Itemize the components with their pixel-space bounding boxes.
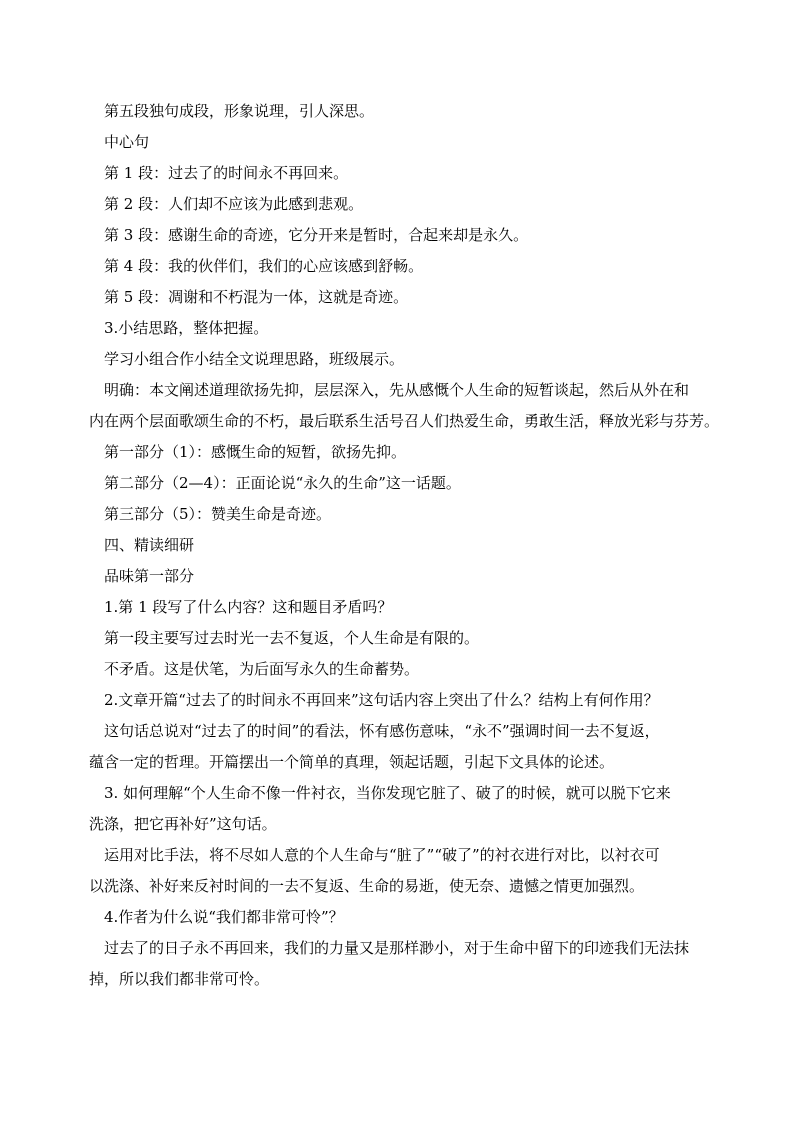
- text-line: 第 2 段：人们却不应该为此感到悲观。: [104, 195, 364, 213]
- text-line: 第 5 段：凋谢和不朽混为一体，这就是奇迹。: [104, 288, 409, 306]
- question-line: 1.第 1 段写了什么内容？这和题目矛盾吗？: [104, 598, 393, 616]
- text-line: 这句话总说对“过去了的时间”的看法，怀有感伤意味，“永不”强调时间一去不复返，: [104, 722, 660, 740]
- text-line: 运用对比手法，将不尽如人意的个人生命与“脏了”“破了”的衬衣进行对比，以衬衣可: [104, 846, 660, 864]
- text-line: 过去了的日子永不再回来，我们的力量又是那样渺小，对于生命中留下的印迹我们无法抹: [104, 939, 690, 957]
- question-line: 2.文章开篇“过去了的时间永不再回来”这句话内容上突出了什么？结构上有何作用？: [104, 691, 659, 709]
- text-line: 内在两个层面歌颂生命的不朽，最后联系生活号召人们热爱生命，勇敢生活，释放光彩与芬芳。: [89, 412, 720, 430]
- text-line: 第二部分（2—4）：正面论说“永久的生命”这一话题。: [104, 474, 461, 492]
- question-line: 4.作者为什么说“我们都非常可怜”？: [104, 908, 344, 926]
- section-heading: 品味第一部分: [104, 567, 195, 585]
- text-line: 第 3 段：感谢生命的奇迹，它分开来是暂时，合起来却是永久。: [104, 226, 529, 244]
- question-line: 3. 如何理解“个人生命不像一件衬衣，当你发现它脏了、破了的时候，就可以脱下它来: [104, 784, 671, 802]
- section-heading: 中心句: [104, 133, 150, 151]
- text-line: 第 4 段：我的伙伴们，我们的心应该感到舒畅。: [104, 257, 424, 275]
- text-line: 以洗涤、补好来反衬时间的一去不复返、生命的易逝，使无奈、遗憾之情更加强烈。: [89, 877, 645, 895]
- text-line: 第一部分（1）：感慨生命的短暂，欲扬先抑。: [104, 443, 407, 461]
- text-line: 第 1 段：过去了的时间永不再回来。: [104, 164, 349, 182]
- text-line: 不矛盾。这是伏笔，为后面写永久的生命蓄势。: [104, 660, 420, 678]
- text-line: 掉，所以我们都非常可怜。: [89, 970, 270, 988]
- document-body: [89, 96, 722, 995]
- section-heading: 四、精读细研: [104, 536, 195, 554]
- text-line: 第一段主要写过去时光一去不复返，个人生命是有限的。: [104, 629, 480, 647]
- text-line: 明确：本文阐述道理欲扬先抑，层层深入，先从感慨个人生命的短暂谈起，然后从外在和: [104, 381, 690, 399]
- section-heading: 3.小结思路，整体把握。: [104, 319, 269, 337]
- text-line: 第三部分（5）：赞美生命是奇迹。: [104, 505, 332, 523]
- text-line: 学习小组合作小结全文说理思路，班级展示。: [104, 350, 405, 368]
- question-line: 洗涤，把它再补好”这句话。: [89, 815, 277, 833]
- text-line: 第五段独句成段，形象说理，引人深思。: [104, 102, 375, 120]
- text-line: 蕴含一定的哲理。开篇摆出一个简单的真理，领起话题，引起下文具体的论述。: [89, 753, 615, 771]
